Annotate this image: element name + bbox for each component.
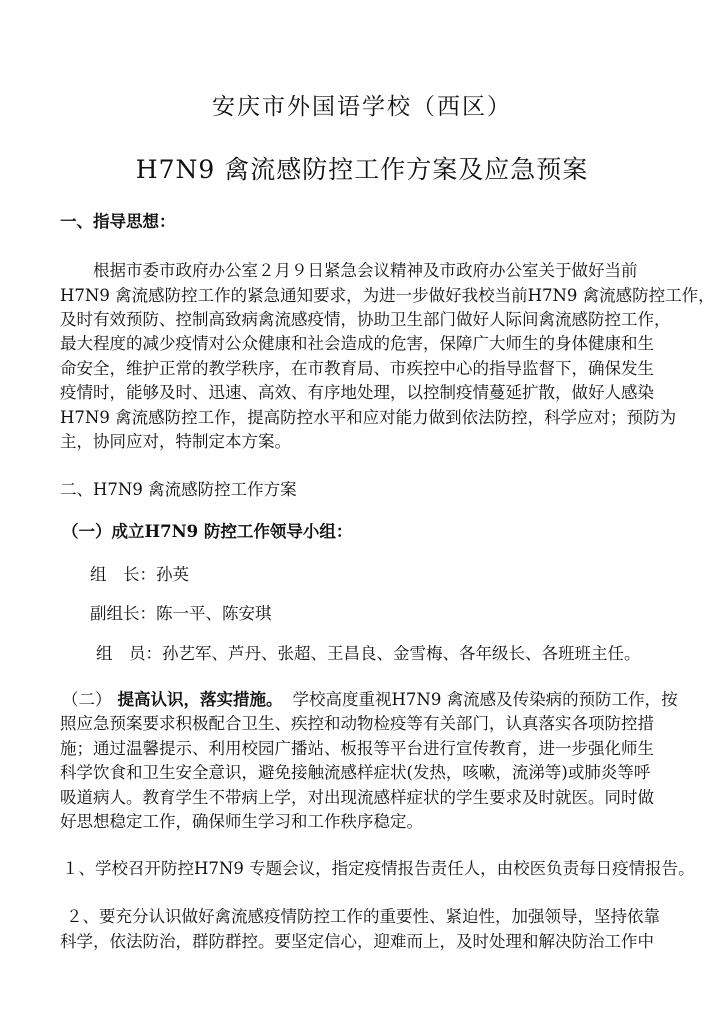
section1-line: H7N9 禽流感防控工作，提高防控水平和应对能力做到依法防控，科学应对；预防为: [60, 408, 677, 427]
section1-line: 根据市委市政府办公室２月９日紧急会议精神及市政府办公室关于做好当前: [93, 261, 638, 280]
section1-line: 疫情时，能够及时、迅速、高效、有序地处理，以控制疫情蔓延扩散，做好人感染: [60, 383, 654, 402]
document-subtitle: H7N9 禽流感防控工作方案及应急预案: [135, 155, 589, 184]
section1-line: 主，协同应对，特制定本方案。: [60, 432, 291, 451]
subsection1-heading: （一）成立H7N9 防控工作领导小组：: [62, 522, 353, 541]
team-leader: 组 长：孙英: [90, 565, 189, 584]
list-item-1: １、学校召开防控H7N9 专题会议，指定疫情报告责任人，由校医负责每日疫情报告。: [62, 859, 695, 878]
section1-line: H7N9 禽流感防控工作的紧急通知要求，为进一步做好我校当前H7N9 禽流感防控工作，: [60, 286, 715, 305]
subsection2-heading: [62, 686, 678, 710]
team-vice-leader: 副组长：陈一平、陈安琪: [90, 604, 272, 623]
team-members: 组 员：孙艺军、芦丹、张超、王昌良、金雪梅、各年级长、各班班主任。: [96, 644, 641, 663]
section1-line: 命安全，维护正常的教学秩序，在市教育局、市疾控中心的指导监督下，确保发生: [60, 359, 654, 378]
section1-line: 最大程度的减少疫情对公众健康和社会造成的危害，保障广大师生的身体健康和生: [60, 334, 654, 353]
subsection2-line: 照应急预案要求积极配合卫生、疾控和动物检疫等有关部门，认真落实各项防控措: [60, 714, 654, 733]
section1-line: 及时有效预防、控制高致病禽流感疫情，协助卫生部门做好人际间禽流感防控工作，: [60, 310, 671, 329]
list-item-2-line: 科学，依法防治，群防群控。要坚定信心，迎难而上，及时处理和解决防治工作中: [60, 932, 654, 951]
list-item-2-line: ２、要充分认识做好禽流感疫情防控工作的重要性、紧迫性，加强领导，坚持依靠: [66, 907, 660, 926]
subsection2-line: 好思想稳定工作，确保师生学习和工作秩序稳定。: [60, 812, 423, 831]
section2-heading: 二、H7N9 禽流感防控工作方案: [60, 480, 297, 499]
subsection2-line: 学校高度重视H7N9 禽流感及传染病的预防工作，按: [292, 690, 678, 709]
document-title: 安庆市外国语学校（西区）: [212, 94, 512, 120]
section1-heading: 一、指导思想：: [60, 212, 176, 231]
subsection2-bold-title: 提高认识，落实措施。: [117, 690, 283, 709]
subsection2-line: 科学饮食和卫生安全意识，避免接触流感样症状(发热，咳嗽，流涕等)或肺炎等呼: [60, 763, 651, 782]
subsection2-label: （二）: [62, 690, 112, 709]
subsection2-line: 吸道病人。教育学生不带病上学，对出现流感样症状的学生要求及时就医。同时做: [60, 788, 654, 807]
subsection2-line: 施；通过温馨提示、利用校园广播站、板报等平台进行宣传教育，进一步强化师生: [60, 739, 654, 758]
